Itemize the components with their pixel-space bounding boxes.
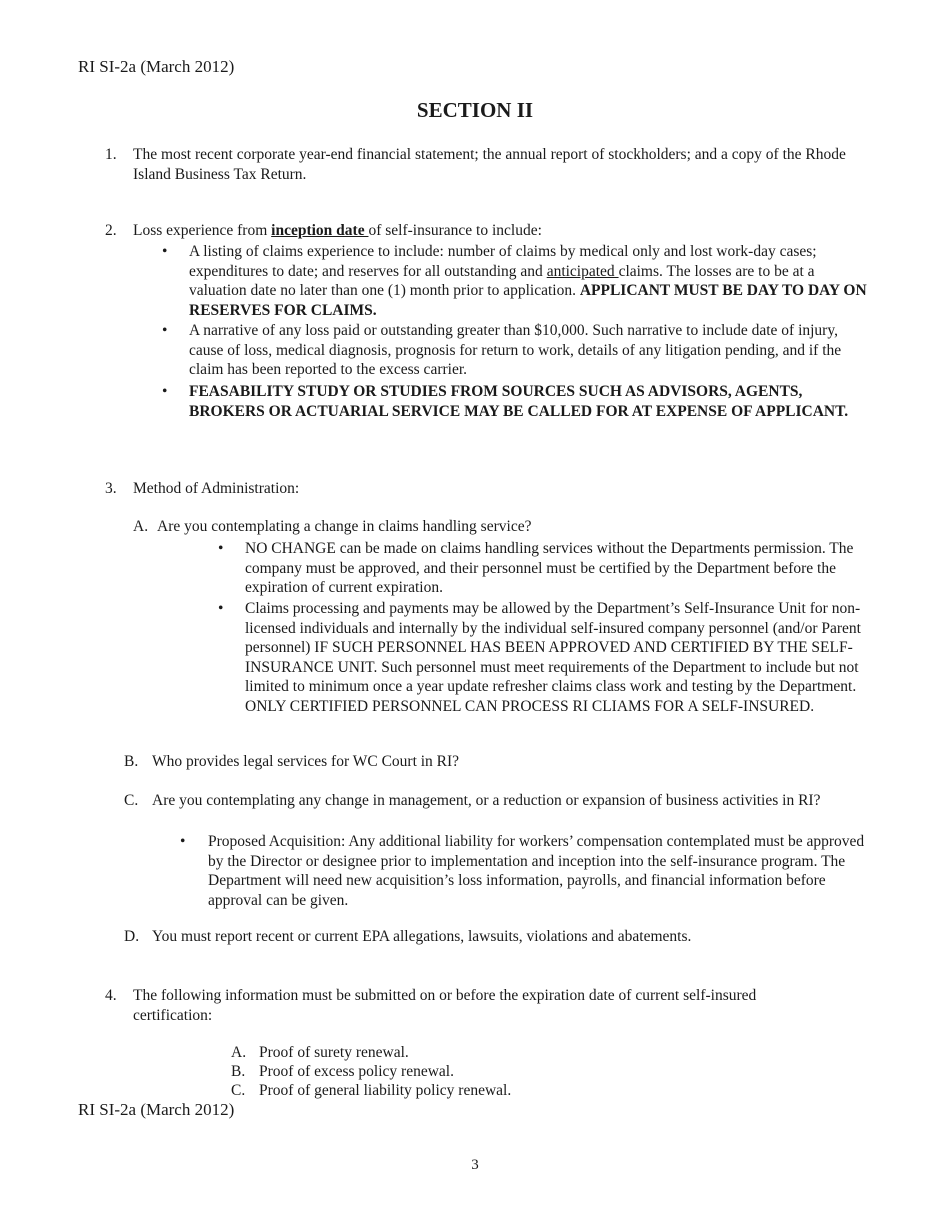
item-2-bullet-3: FEASABILITY STUDY OR STUDIES FROM SOURCES SUCH AS ADVISORS, AGENTS, BROKERS OR ACTUARIAL SERVICE MAY BE CALLED FOR AT EXPENSE OF APPLICANT. [189,383,849,420]
bullet-1-part-1: A listing of claims experience to include: number of claims by medical only and lost work-day cases; expenditures to date; and reserves for all outstanding and [189,243,817,280]
item-4b-letter: B. [231,1063,246,1080]
item-3a-bullet-2: Claims processing and payments may be allowed by the Department’s Self-Insurance Unit for non-licensed individuals and internally by the individual self-insured company personnel (and/or Parent personnel) IF SUCH PERSONNEL HAS BEEN APPROVED AND CERTIFIED BY THE SELF-INSURANCE UNIT. Such personnel must meet requirements of the Department to include but not limited to minimum once a year update refresher claims class work and testing by the Department. ONLY CERTIFIED PERSONNEL CAN PROCESS RI CLIAMS FOR A SELF-INSURED. [245,600,861,715]
form-header: RI SI-2a (March 2012) [78,57,235,76]
bullet-glyph: • [162,243,168,260]
item-1-text: The most recent corporate year-end financial statement; the annual report of stockholders; and a copy of the Rhode Island Business Tax Return. [133,146,846,183]
item-3d-text: You must report recent or current EPA allegations, lawsuits, violations and abatements. [152,928,692,945]
item-2-number: 2. [105,222,117,239]
page-number: 3 [471,1157,479,1173]
bullet-glyph: • [162,383,168,400]
item-2-bullet-1 [189,242,869,320]
item-3-number: 3. [105,480,117,497]
form-footer: RI SI-2a (March 2012) [78,1100,235,1119]
anticipated-term: anticipated [546,262,619,280]
item-2-intro-post: of self-insurance to include: [368,222,542,239]
bullet-glyph: • [218,540,224,557]
item-3d-letter: D. [124,928,140,945]
applicant-reserves-note: APPLICANT MUST BE DAY TO DAY ON RESERVES FOR CLAIMS. [189,282,867,319]
item-3a-text: Are you contemplating a change in claims handling service? [157,518,532,535]
item-2-intro-pre: Loss experience from [133,222,272,239]
item-3c-letter: C. [124,792,139,809]
inception-date-term: inception date [271,222,369,239]
bullet-glyph: • [218,600,224,617]
bullet-glyph: • [162,322,168,339]
item-3a-bullet-1: NO CHANGE can be made on claims handling services without the Departments permission. The company must be approved, and their personnel must be certified by the Department before the expiration of current expiration. [245,540,854,596]
item-4-text: The following information must be submitted on or before the expiration date of current self-insured certification: [133,987,757,1024]
item-3b-text: Who provides legal services for WC Court in RI? [152,753,460,770]
item-3c-bullet-1: Proposed Acquisition: Any additional liability for workers’ compensation contemplated must be approved by the Director or designee prior to implementation and inception into the self-insurance program. The Department will need new acquisition’s loss information, payrolls, and financial information before approval can be given. [208,833,865,909]
item-1-number: 1. [105,146,117,163]
item-2-intro [133,221,873,241]
item-3b-letter: B. [124,753,139,770]
bullet-1-part-2: claims. The losses are to be at a valuation date no later than one (1) month prior to application. [189,262,815,299]
item-3c-text: Are you contemplating any change in management, or a reduction or expansion of business activities in RI? [152,792,821,809]
bullet-glyph: • [180,833,186,850]
page-title: SECTION II [416,98,534,122]
item-4c-letter: C. [231,1082,246,1099]
item-2-bullet-2: A narrative of any loss paid or outstanding greater than $10,000. Such narrative to include date of injury, cause of loss, medical diagnosis, prognosis for return to work, details of any litigation pending, and if the claim has been reported to the excess carrier. [189,322,842,378]
item-3-text: Method of Administration: [133,480,300,497]
item-4b-text: Proof of excess policy renewal. [259,1063,454,1080]
item-4-number: 4. [105,987,117,1004]
item-3a-letter: A. [133,518,149,535]
item-4c-text: Proof of general liability policy renewal. [259,1082,512,1099]
item-4a-letter: A. [231,1044,247,1061]
item-4a-text: Proof of surety renewal. [259,1044,409,1061]
